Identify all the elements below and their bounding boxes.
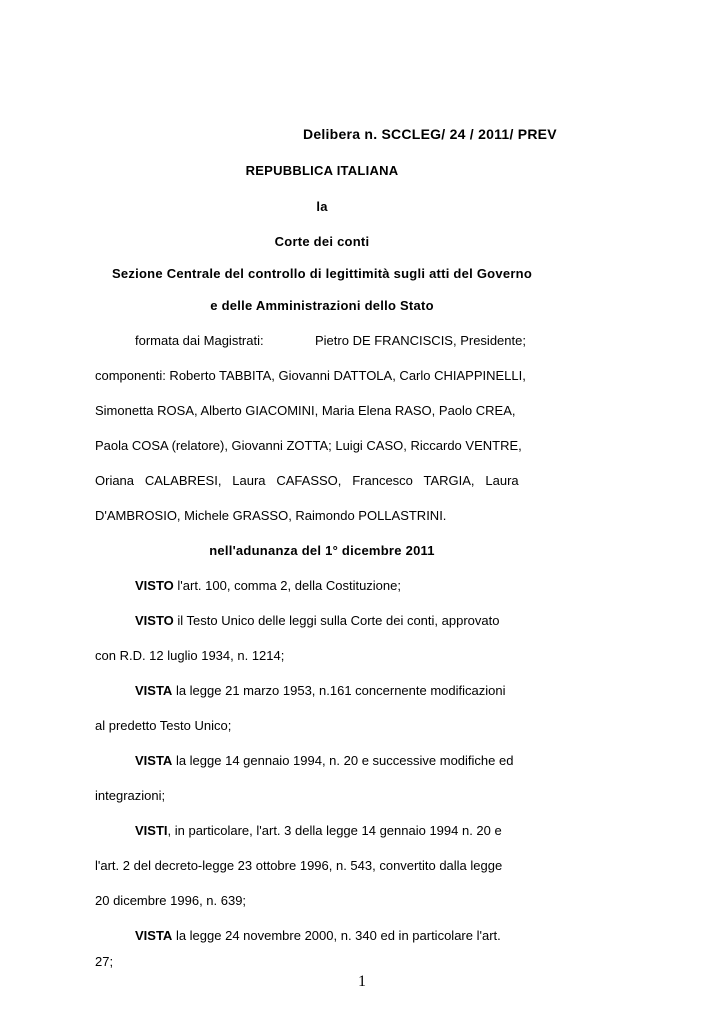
members-line-4: Oriana CALABRESI, Laura CAFASSO, Francesco TARGIA, Laura [95, 473, 519, 488]
visto-lead-1: VISTO [135, 578, 174, 593]
vista-text-4: la legge 14 gennaio 1994, n. 20 e successive modifiche ed [172, 753, 514, 768]
vista-text-6: la legge 24 novembre 2000, n. 340 ed in particolare l'art. [172, 928, 501, 943]
section-title-line-1: Sezione Centrale del controllo di legittimità sugli atti del Governo [111, 266, 533, 281]
vista-lead-6: VISTA [135, 928, 173, 943]
visto-lead-2: VISTO [135, 613, 174, 628]
deliberation-reference: Delibera n. SCCLEG/ 24 / 2011/ PREV [303, 126, 557, 142]
members-line-2: Simonetta ROSA, Alberto GIACOMINI, Maria Elena RASO, Paolo CREA, [95, 403, 516, 418]
section-title-line-2: e delle Amministrazioni dello Stato [210, 298, 434, 313]
vista-cont-6: 27; [95, 954, 114, 969]
visto-cont-2: con R.D. 12 luglio 1934, n. 1214; [95, 648, 285, 663]
vista-lead-3: VISTA [135, 683, 173, 698]
members-line-3: Paola COSA (relatore), Giovanni ZOTTA; Luigi CASO, Riccardo VENTRE, [95, 438, 522, 453]
formation-president: Pietro DE FRANCISCIS, Presidente; [315, 333, 526, 348]
visto-text-2: il Testo Unico delle leggi sulla Corte dei conti, approvato [173, 613, 500, 628]
vista-lead-4: VISTA [135, 753, 173, 768]
la-heading: la [316, 199, 328, 214]
visti-cont-5b: 20 dicembre 1996, n. 639; [95, 893, 247, 908]
vista-line-3 [95, 681, 549, 701]
visti-line-5 [95, 821, 549, 841]
page-number: 1 [358, 973, 366, 990]
vista-cont-3: al predetto Testo Unico; [95, 718, 232, 733]
formation-line [95, 331, 549, 351]
members-line-1: componenti: Roberto TABBITA, Giovanni DATTOLA, Carlo CHIAPPINELLI, [95, 368, 526, 383]
vista-cont-4: integrazioni; [95, 788, 166, 803]
court-heading: Corte dei conti [274, 234, 370, 249]
session-date: nell'adunanza del 1° dicembre 2011 [209, 543, 435, 558]
vista-line-6 [95, 926, 549, 946]
vista-line-4 [95, 751, 549, 771]
visto-line-2 [95, 611, 549, 631]
formation-intro: formata dai Magistrati: [135, 333, 264, 348]
republic-heading: REPUBBLICA ITALIANA [245, 163, 399, 178]
visti-text-5: , in particolare, l'art. 3 della legge 14 gennaio 1994 n. 20 e [167, 823, 502, 838]
visto-text-1: l'art. 100, comma 2, della Costituzione; [173, 578, 401, 593]
visti-cont-5a: l'art. 2 del decreto-legge 23 ottobre 1996, n. 543, convertito dalla legge [95, 858, 503, 873]
visti-lead-5: VISTI [135, 823, 168, 838]
vista-text-3: la legge 21 marzo 1953, n.161 concernente modificazioni [172, 683, 506, 698]
visto-line-1 [95, 576, 549, 596]
members-line-5: D'AMBROSIO, Michele GRASSO, Raimondo POLLASTRINI. [95, 508, 447, 523]
